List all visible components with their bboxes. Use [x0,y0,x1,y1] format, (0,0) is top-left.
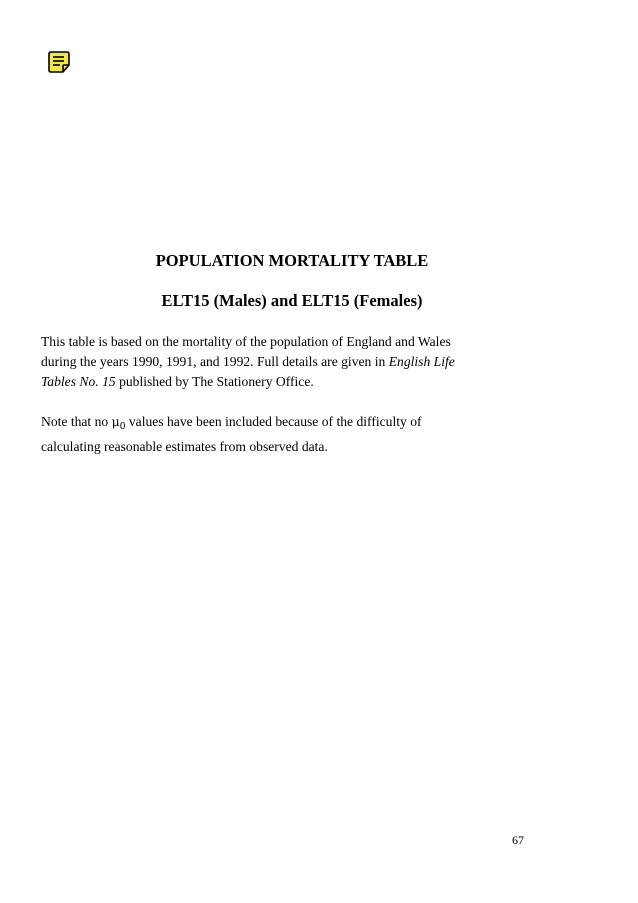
note-icon-graphic [48,50,72,74]
description-line-3-text: published by The Stationery Office. [115,374,314,389]
mu-zero-symbol [111,414,126,432]
note-paragraph [41,412,541,457]
publication-title-part-1: English Life [388,354,455,369]
note-line-1-start: Note that no [41,414,112,429]
note-line-1 [41,412,541,437]
page-title: POPULATION MORTALITY TABLE [155,251,429,270]
description-line-2 [41,352,541,372]
description-paragraph [41,332,541,392]
publication-title-part-2: Tables No. 15 [41,374,116,389]
description-line-1: This table is based on the mortality of the population of England and Wales [41,334,451,349]
description-line-2-text: during the years 1990, 1991, and 1992. Full details are given in [41,354,389,369]
mu-subscript: 0 [119,422,126,432]
note-line-2: calculating reasonable estimates from observed data. [41,439,328,454]
page-subtitle: ELT15 (Males) and ELT15 (Females) [161,291,423,310]
description-line-3 [41,372,541,392]
mu-symbol: μ [111,414,120,429]
note-icon[interactable] [48,50,72,74]
note-line-1-end: values have been included because of the difficulty of [125,414,422,429]
page-number: 67 [512,833,524,847]
